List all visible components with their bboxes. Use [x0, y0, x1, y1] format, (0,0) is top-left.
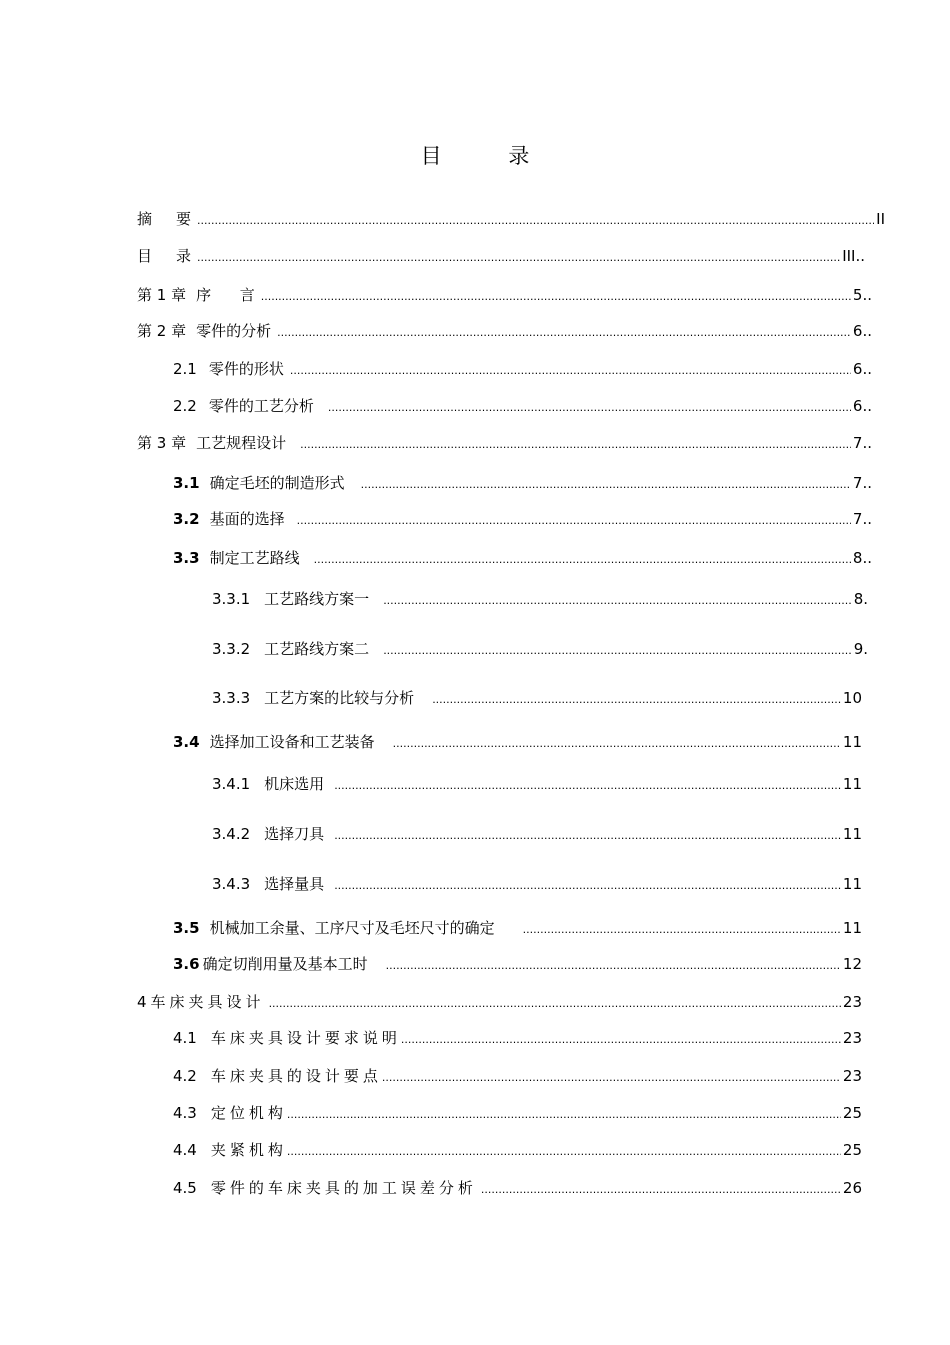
toc-entry-label: 序 言: [196, 286, 255, 304]
toc-entry-label: 夹紧机构: [210, 1141, 287, 1159]
toc-entry-label: 选择刀具: [264, 825, 325, 843]
toc-entry-number: 摘: [137, 210, 153, 228]
toc-entry-page: 12: [842, 955, 862, 973]
toc-entry-number: 2.1: [173, 360, 197, 378]
toc-entry-number: 3.4.2: [212, 825, 251, 843]
toc-entry-label: 机械加工余量、工序尺寸及毛坯尺寸的确定: [209, 919, 495, 937]
toc-entry-page: 8..: [852, 549, 872, 567]
toc-entry-label: 录: [176, 247, 192, 265]
toc-leader-dots: [290, 361, 851, 381]
toc-entry-page: 7..: [852, 510, 872, 528]
toc-leader-dots: [297, 511, 851, 531]
toc-entry-page: 11: [842, 919, 862, 937]
toc-leader-dots: [287, 1142, 841, 1162]
toc-entry-number: 4: [137, 993, 147, 1011]
toc-entry[interactable]: [137, 992, 862, 1012]
toc-leader-dots: [383, 591, 852, 611]
toc-entry[interactable]: [137, 321, 872, 341]
toc-leader-dots: [287, 1105, 841, 1125]
toc-entry-page: 10: [842, 689, 862, 707]
toc-entry-label: 确定毛坯的制造形式: [209, 474, 345, 492]
toc-leader-dots: [393, 734, 841, 754]
toc-leader-dots: [401, 1030, 841, 1050]
toc-entry-number: 第 2 章: [137, 322, 187, 340]
toc-entry-label: 车床夹具的设计要点: [210, 1067, 382, 1085]
toc-leader-dots: [328, 398, 851, 418]
toc-entry-number: 3.4.3: [212, 875, 251, 893]
toc-leader-dots: [383, 641, 852, 661]
toc-entry-number: 3.3.3: [212, 689, 251, 707]
toc-entry-label: 定位机构: [210, 1104, 287, 1122]
toc-entry-label: 工艺方案的比较与分析: [264, 689, 415, 707]
toc-entry[interactable]: [173, 1066, 862, 1086]
toc-entry-page: 25: [842, 1104, 862, 1122]
toc-entry[interactable]: [212, 824, 862, 844]
toc-entry-page: 6..: [852, 360, 872, 378]
toc-entry-label: 要: [176, 210, 192, 228]
toc-entry-page: 11: [842, 875, 862, 893]
toc-entry-number: 3.3.2: [212, 640, 251, 658]
toc-entry-number: 2.2: [173, 397, 197, 415]
toc-entry-label: 工艺路线方案一: [264, 590, 370, 608]
toc-entry-number: 4.4: [173, 1141, 197, 1159]
toc-leader-dots: [334, 776, 841, 796]
toc-entry[interactable]: [137, 209, 885, 229]
toc-entry-page: 11: [842, 825, 862, 843]
toc-entry-label: 车床夹具设计: [150, 993, 265, 1011]
toc-leader-dots: [523, 920, 841, 940]
toc-entry-number: 3.1: [173, 474, 200, 492]
toc-entry-number: 3.3.1: [212, 590, 251, 608]
toc-entry-page: 5..: [852, 286, 872, 304]
toc-leader-dots: [197, 211, 874, 231]
toc-entry[interactable]: [173, 396, 872, 416]
toc-entry-page: 7..: [852, 434, 872, 452]
toc-entry[interactable]: [173, 473, 872, 493]
toc-entry-number: 4.2: [173, 1067, 197, 1085]
toc-entry-page: II: [876, 210, 885, 228]
toc-leader-dots: [300, 435, 851, 455]
toc-entry[interactable]: [212, 639, 868, 659]
toc-entry[interactable]: [173, 1028, 862, 1048]
toc-entry-label: 确定切削用量及基本工时: [202, 955, 368, 973]
toc-entry-number: 3.2: [173, 510, 200, 528]
toc-entry-number: 目: [137, 247, 153, 265]
toc-entry-number: 4.3: [173, 1104, 197, 1122]
toc-entry-label: 车床夹具设计要求说明: [210, 1029, 401, 1047]
toc-entry-number: 4.1: [173, 1029, 197, 1047]
toc-entry-label: 零件的分析: [196, 322, 272, 340]
toc-entry[interactable]: [173, 359, 872, 379]
toc-entry[interactable]: [173, 548, 872, 568]
toc-entry[interactable]: [173, 954, 862, 974]
toc-entry-page: 25: [842, 1141, 862, 1159]
page-title: 目 录: [420, 144, 560, 168]
toc-entry-label: 选择量具: [264, 875, 325, 893]
toc-entry-label: 零件的车床夹具的加工误差分析: [210, 1179, 477, 1197]
toc-entry-page: 26: [842, 1179, 862, 1197]
toc-leader-dots: [314, 550, 851, 570]
toc-leader-dots: [197, 248, 840, 268]
toc-entry[interactable]: [173, 509, 872, 529]
toc-entry-page: 11: [842, 775, 862, 793]
toc-entry-page: III..: [842, 247, 865, 265]
toc-entry[interactable]: [212, 774, 862, 794]
toc-entry-number: 第 1 章: [137, 286, 187, 304]
toc-entry-page: 6..: [852, 397, 872, 415]
toc-entry[interactable]: [137, 246, 865, 266]
toc-leader-dots: [334, 876, 841, 896]
toc-entry-page: 11: [842, 733, 862, 751]
toc-entry-page: 9.: [853, 640, 868, 658]
toc-entry-label: 零件的形状: [208, 360, 284, 378]
toc-entry[interactable]: [212, 589, 868, 609]
toc-leader-dots: [361, 475, 851, 495]
toc-entry[interactable]: [173, 1140, 862, 1160]
toc-entry-number: 3.4.1: [212, 775, 251, 793]
toc-entry[interactable]: [173, 732, 862, 752]
toc-entry-label: 工艺路线方案二: [264, 640, 370, 658]
toc-entry-page: 23: [842, 1029, 862, 1047]
toc-entry-label: 制定工艺路线: [209, 549, 300, 567]
toc-entry[interactable]: [212, 874, 862, 894]
toc-leader-dots: [481, 1180, 841, 1200]
toc-leader-dots: [386, 956, 841, 976]
toc-entry[interactable]: [173, 1103, 862, 1123]
toc-entry-page: 7..: [852, 474, 872, 492]
toc-entry-label: 工艺规程设计: [196, 434, 287, 452]
toc-entry[interactable]: [137, 285, 872, 305]
toc-entry-number: 4.5: [173, 1179, 197, 1197]
toc-entry-page: 6..: [852, 322, 872, 340]
toc-entry-number: 3.3: [173, 549, 200, 567]
toc-entry-number: 3.5: [173, 919, 200, 937]
toc-entry-page: 23: [842, 993, 862, 1011]
toc-entry-number: 3.6: [173, 955, 200, 973]
toc-entry-page: 8.: [853, 590, 868, 608]
toc-entry-label: 选择加工设备和工艺装备: [209, 733, 375, 751]
toc-entry[interactable]: [212, 688, 862, 708]
toc-leader-dots: [269, 994, 841, 1014]
toc-entry[interactable]: [173, 1178, 862, 1198]
toc-leader-dots: [277, 323, 851, 343]
toc-entry-label: 零件的工艺分析: [208, 397, 314, 415]
toc-entry-page: 23: [842, 1067, 862, 1085]
toc-entry-label: 基面的选择: [209, 510, 285, 528]
toc-entry[interactable]: [173, 918, 862, 938]
toc-entry-number: 第 3 章: [137, 434, 187, 452]
toc-leader-dots: [382, 1068, 841, 1088]
toc-entry-label: 机床选用: [264, 775, 325, 793]
toc-leader-dots: [261, 287, 851, 307]
toc-entry-number: 3.4: [173, 733, 200, 751]
toc-leader-dots: [432, 690, 841, 710]
toc-entry[interactable]: [137, 433, 872, 453]
toc-leader-dots: [334, 826, 841, 846]
